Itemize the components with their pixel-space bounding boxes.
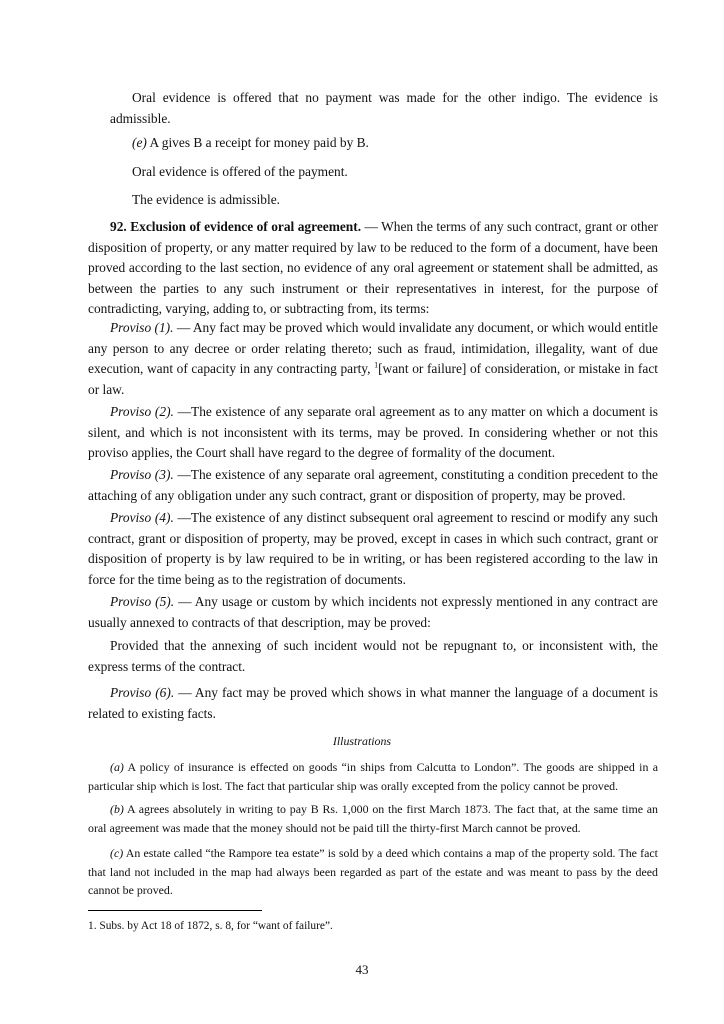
proviso-1	[88, 318, 658, 400]
proviso-3	[88, 465, 658, 506]
proviso-5-provided: Provided that the annexing of such incident would not be repugnant to, or inconsistent with, the express terms of the contract.	[88, 638, 658, 674]
proviso-6-label: Proviso (6).	[110, 685, 175, 700]
illustration-c-text: An estate called “the Rampore tea estate” is sold by a deed which contains a map of the property sold. The fact that land not included in the map had always been regarded as part of the estate and was meant to pass by the deed cannot be proved.	[88, 846, 658, 897]
illustration-e-text: A gives B a receipt for money paid by B.	[149, 135, 369, 150]
paragraph-oral-evidence-indigo: Oral evidence is offered that no payment was made for the other indigo. The evidence is admissible.	[110, 90, 658, 126]
illustration-b	[88, 800, 658, 837]
proviso-6	[88, 683, 658, 724]
proviso-4-text: —The existence of any distinct subsequent oral agreement to rescind or modify any such contract, grant or disposition of property, may be proved, except in cases in which such contract, grant or disposition of property is by law required to be in writing, or has been registered according to the law in force for the time being as to the registration of documents.	[88, 510, 658, 587]
footnote: 1. Subs. by Act 18 of 1872, s. 8, for “want of failure”.	[88, 920, 333, 932]
section-92-text: — When the terms of any such contract, grant or other disposition of property, or any matter required by law to be reduced to the form of a document, have been proved according to the last section, no evidence of any oral agreement or statement shall be admitted, as between the parties to any such instrument or their representatives in interest, for the purpose of contradicting, varying, adding to, or subtracting from, its terms:	[88, 219, 658, 317]
illustration-e-label: (e)	[132, 135, 147, 150]
proviso-4	[88, 508, 658, 590]
illustration-b-label: (b)	[110, 802, 124, 816]
proviso-4-label: Proviso (4).	[110, 510, 174, 525]
proviso-1-label: Proviso (1).	[110, 320, 174, 335]
proviso-3-text: —The existence of any separate oral agreement, constituting a condition precedent to the attaching of any obligation under any such contract, grant or disposition of property, may be proved.	[88, 467, 658, 503]
proviso-2-label: Proviso (2).	[110, 404, 174, 419]
illustration-c	[88, 844, 658, 900]
illustration-c-label: (c)	[110, 846, 124, 860]
illustration-e	[132, 133, 658, 154]
proviso-6-text: — Any fact may be proved which shows in what manner the language of a document is related to existing facts.	[88, 685, 658, 721]
illustration-a-text: A policy of insurance is effected on goods “in ships from Calcutta to London”. The goods are shipped in a particular ship which is lost. The fact that particular ship was orally excepted from the policy cannot be proved.	[88, 760, 658, 793]
footnote-separator	[88, 910, 262, 911]
proviso-2	[88, 402, 658, 464]
proviso-2-text: —The existence of any separate oral agreement as to any matter on which a document is silent, and which is not inconsistent with its terms, may be proved. In considering whether or not this proviso applies, the Court shall have regard to the degree of formality of the document.	[88, 404, 658, 461]
footnote-ref-1: 1	[374, 360, 379, 370]
proviso-1-text-b: [want or failure] of consideration, or mistake in fact or law.	[88, 361, 658, 397]
proviso-5-label: Proviso (5).	[110, 594, 175, 609]
illustrations-title: Illustrations	[332, 734, 392, 748]
illustration-b-text: A agrees absolutely in writing to pay B Rs. 1,000 on the first March 1873. The fact that, at the same time an oral agreement was made that the money should not be paid till the thirty-first March cannot be proved.	[88, 802, 658, 835]
proviso-5-text: — Any usage or custom by which incidents not expressly mentioned in any contract are usually annexed to contracts of that description, may be proved:	[88, 594, 659, 630]
proviso-5	[88, 592, 658, 633]
section-92-heading: 92. Exclusion of evidence of oral agreement.	[110, 219, 362, 234]
illustration-e-admissible: The evidence is admissible.	[132, 192, 280, 207]
proviso-3-label: Proviso (3).	[110, 467, 174, 482]
illustration-a-label: (a)	[110, 760, 124, 774]
illustration-a	[88, 758, 658, 795]
illustration-e-oral: Oral evidence is offered of the payment.	[132, 164, 348, 179]
section-92	[88, 217, 658, 320]
page-number: 43	[355, 962, 369, 977]
proviso-1-text-a: — Any fact may be proved which would invalidate any document, or which would entitle any person to any decree or order relating thereto; such as fraud, intimidation, illegality, want of due execution, want of capacity in any contracting party,	[88, 320, 658, 377]
